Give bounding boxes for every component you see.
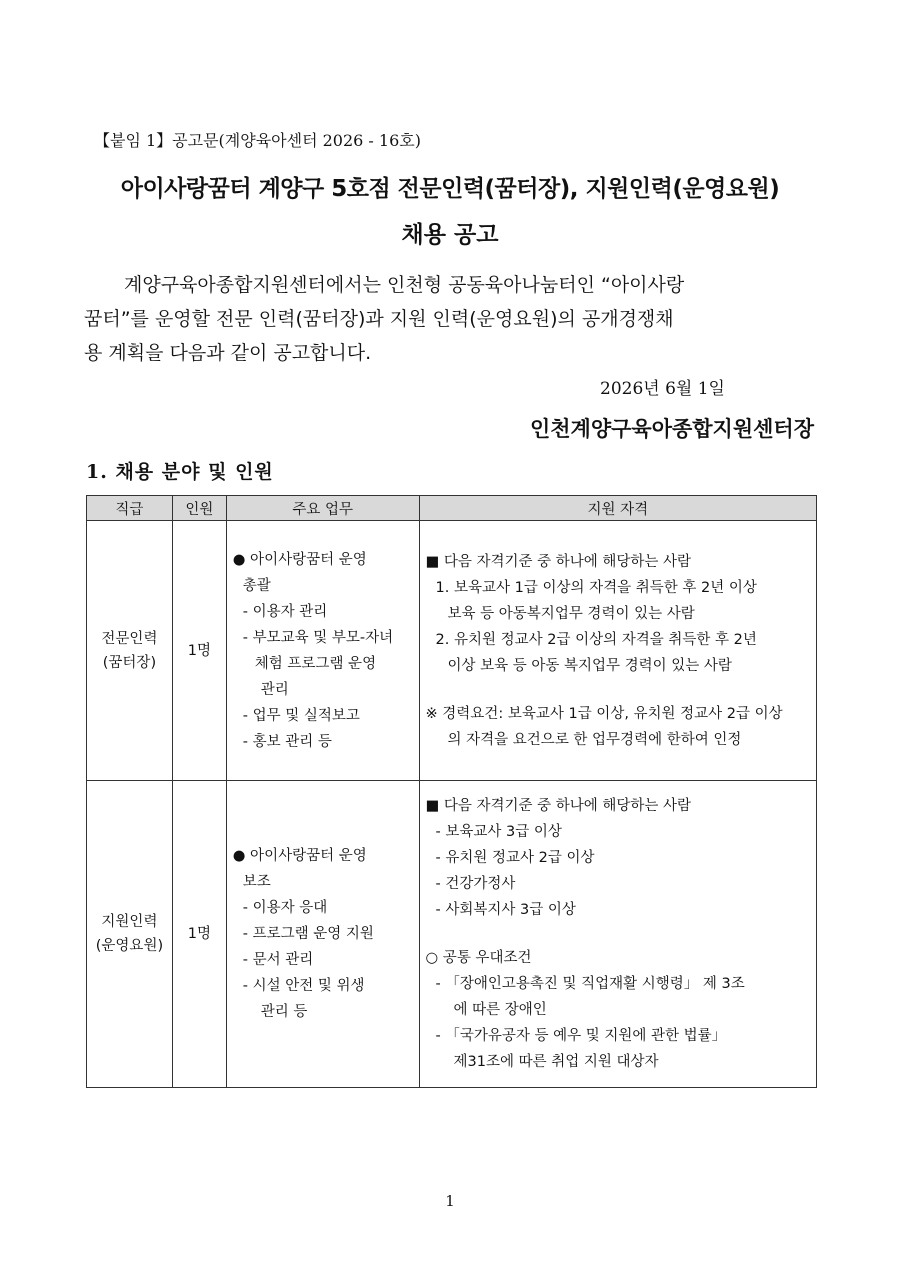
qualification-line: 보육 등 아동복지업무 경력이 있는 사람: [447, 605, 695, 622]
duty-line: 체험 프로그램 운영: [254, 655, 377, 672]
header-duties: 주요 업무: [226, 496, 419, 521]
qualification-line: - 보육교사 3급 이상: [435, 824, 562, 840]
qualification-line: ■ 다음 자격기준 중 하나에 해당하는 사람: [425, 553, 692, 570]
duty-line: - 프로그램 운영 지원: [242, 926, 374, 942]
duties-cell: [226, 521, 419, 781]
qualification-line: ■ 다음 자격기준 중 하나에 해당하는 사람: [425, 798, 692, 814]
header-qualifications: 지원 자격: [419, 496, 816, 521]
duty-line: - 홍보 관리 등: [242, 733, 332, 750]
attachment-label: 【붙임 1】공고문(계양육아센터 2026 - 16호): [94, 131, 421, 150]
intro-line-1: 계양구육아종합지원센터에서는 인천형 공동육아나눔터인 “아이사랑: [124, 274, 685, 296]
position-cell: [87, 781, 173, 1088]
position-subtitle: (운영요원): [95, 938, 164, 954]
position-name: 전문인력: [101, 630, 158, 647]
signatory: 인천계양구육아종합지원센터장: [529, 417, 814, 441]
intro-line-2: 꿈터”를 운영할 전문 인력(꿈터장)과 지원 인력(운영요원)의 공개경쟁채: [84, 308, 674, 330]
intro-paragraph: [84, 268, 816, 370]
preference-heading: ○ 공통 우대조건: [425, 950, 532, 966]
recruitment-table: [86, 495, 817, 1088]
qualification-line: 2. 유치원 정교사 2급 이상의 자격을 취득한 후 2년: [435, 631, 757, 648]
duty-line: 총괄: [242, 577, 271, 594]
table-header-row: [87, 496, 817, 521]
section-title: 1. 채용 분야 및 인원: [86, 461, 274, 483]
preference-line: 에 따른 장애인: [453, 1002, 547, 1018]
duty-line: 관리: [260, 681, 289, 698]
page-number: 1: [445, 1192, 455, 1210]
qualification-note: 의 자격을 요건으로 한 업무경력에 한하여 인정: [447, 731, 742, 748]
count-cell: 1명: [172, 521, 226, 781]
title-line-2: 채용 공고: [401, 222, 499, 248]
duty-line: ● 아이사랑꿈터 운영: [232, 848, 367, 864]
qualification-line: 이상 보육 등 아동 복지업무 경력이 있는 사람: [447, 657, 732, 674]
table-row: [87, 781, 817, 1088]
qualifications-cell: [419, 781, 816, 1088]
preference-line: - 「국가유공자 등 예우 및 지원에 관한 법률」: [435, 1028, 727, 1044]
duty-line: - 이용자 관리: [242, 603, 328, 620]
preference-line: - 「장애인고용촉진 및 직업재활 시행령」 제 3조: [435, 976, 745, 992]
preference-line: 제31조에 따른 취업 지원 대상자: [453, 1054, 659, 1070]
position-cell: [87, 521, 173, 781]
qualifications-cell: [419, 521, 816, 781]
duty-line: - 시설 안전 및 위생: [242, 978, 365, 994]
duty-line: - 부모교육 및 부모-자녀: [242, 629, 394, 646]
qualification-line: - 건강가정사: [435, 876, 516, 892]
header-count: 인원: [172, 496, 226, 521]
duty-line: - 문서 관리: [242, 952, 314, 968]
count-cell: 1명: [172, 781, 226, 1088]
duty-line: - 이용자 응대: [242, 900, 328, 916]
position-name: 지원인력: [101, 914, 158, 930]
qualification-line: 1. 보육교사 1급 이상의 자격을 취득한 후 2년 이상: [435, 579, 757, 596]
title-line-1: 아이사랑꿈터 계양구 5호점 전문인력(꿈터장), 지원인력(운영요원): [120, 176, 780, 202]
position-subtitle: (꿈터장): [102, 654, 157, 671]
announcement-date: 2026년 6월 1일: [600, 379, 725, 399]
duty-line: 보조: [242, 874, 271, 890]
qualification-line: - 사회복지사 3급 이상: [435, 902, 576, 918]
header-position: 직급: [87, 496, 173, 521]
duty-line: - 업무 및 실적보고: [242, 707, 360, 724]
duty-line: ● 아이사랑꿈터 운영: [232, 551, 367, 568]
duties-cell: [226, 781, 419, 1088]
intro-line-3: 용 계획을 다음과 같이 공고합니다.: [84, 342, 372, 364]
qualification-line: - 유치원 정교사 2급 이상: [435, 850, 595, 866]
duty-line: 관리 등: [260, 1004, 308, 1020]
qualification-note: ※ 경력요건: 보육교사 1급 이상, 유치원 정교사 2급 이상: [425, 705, 783, 722]
table-row: [87, 521, 817, 781]
